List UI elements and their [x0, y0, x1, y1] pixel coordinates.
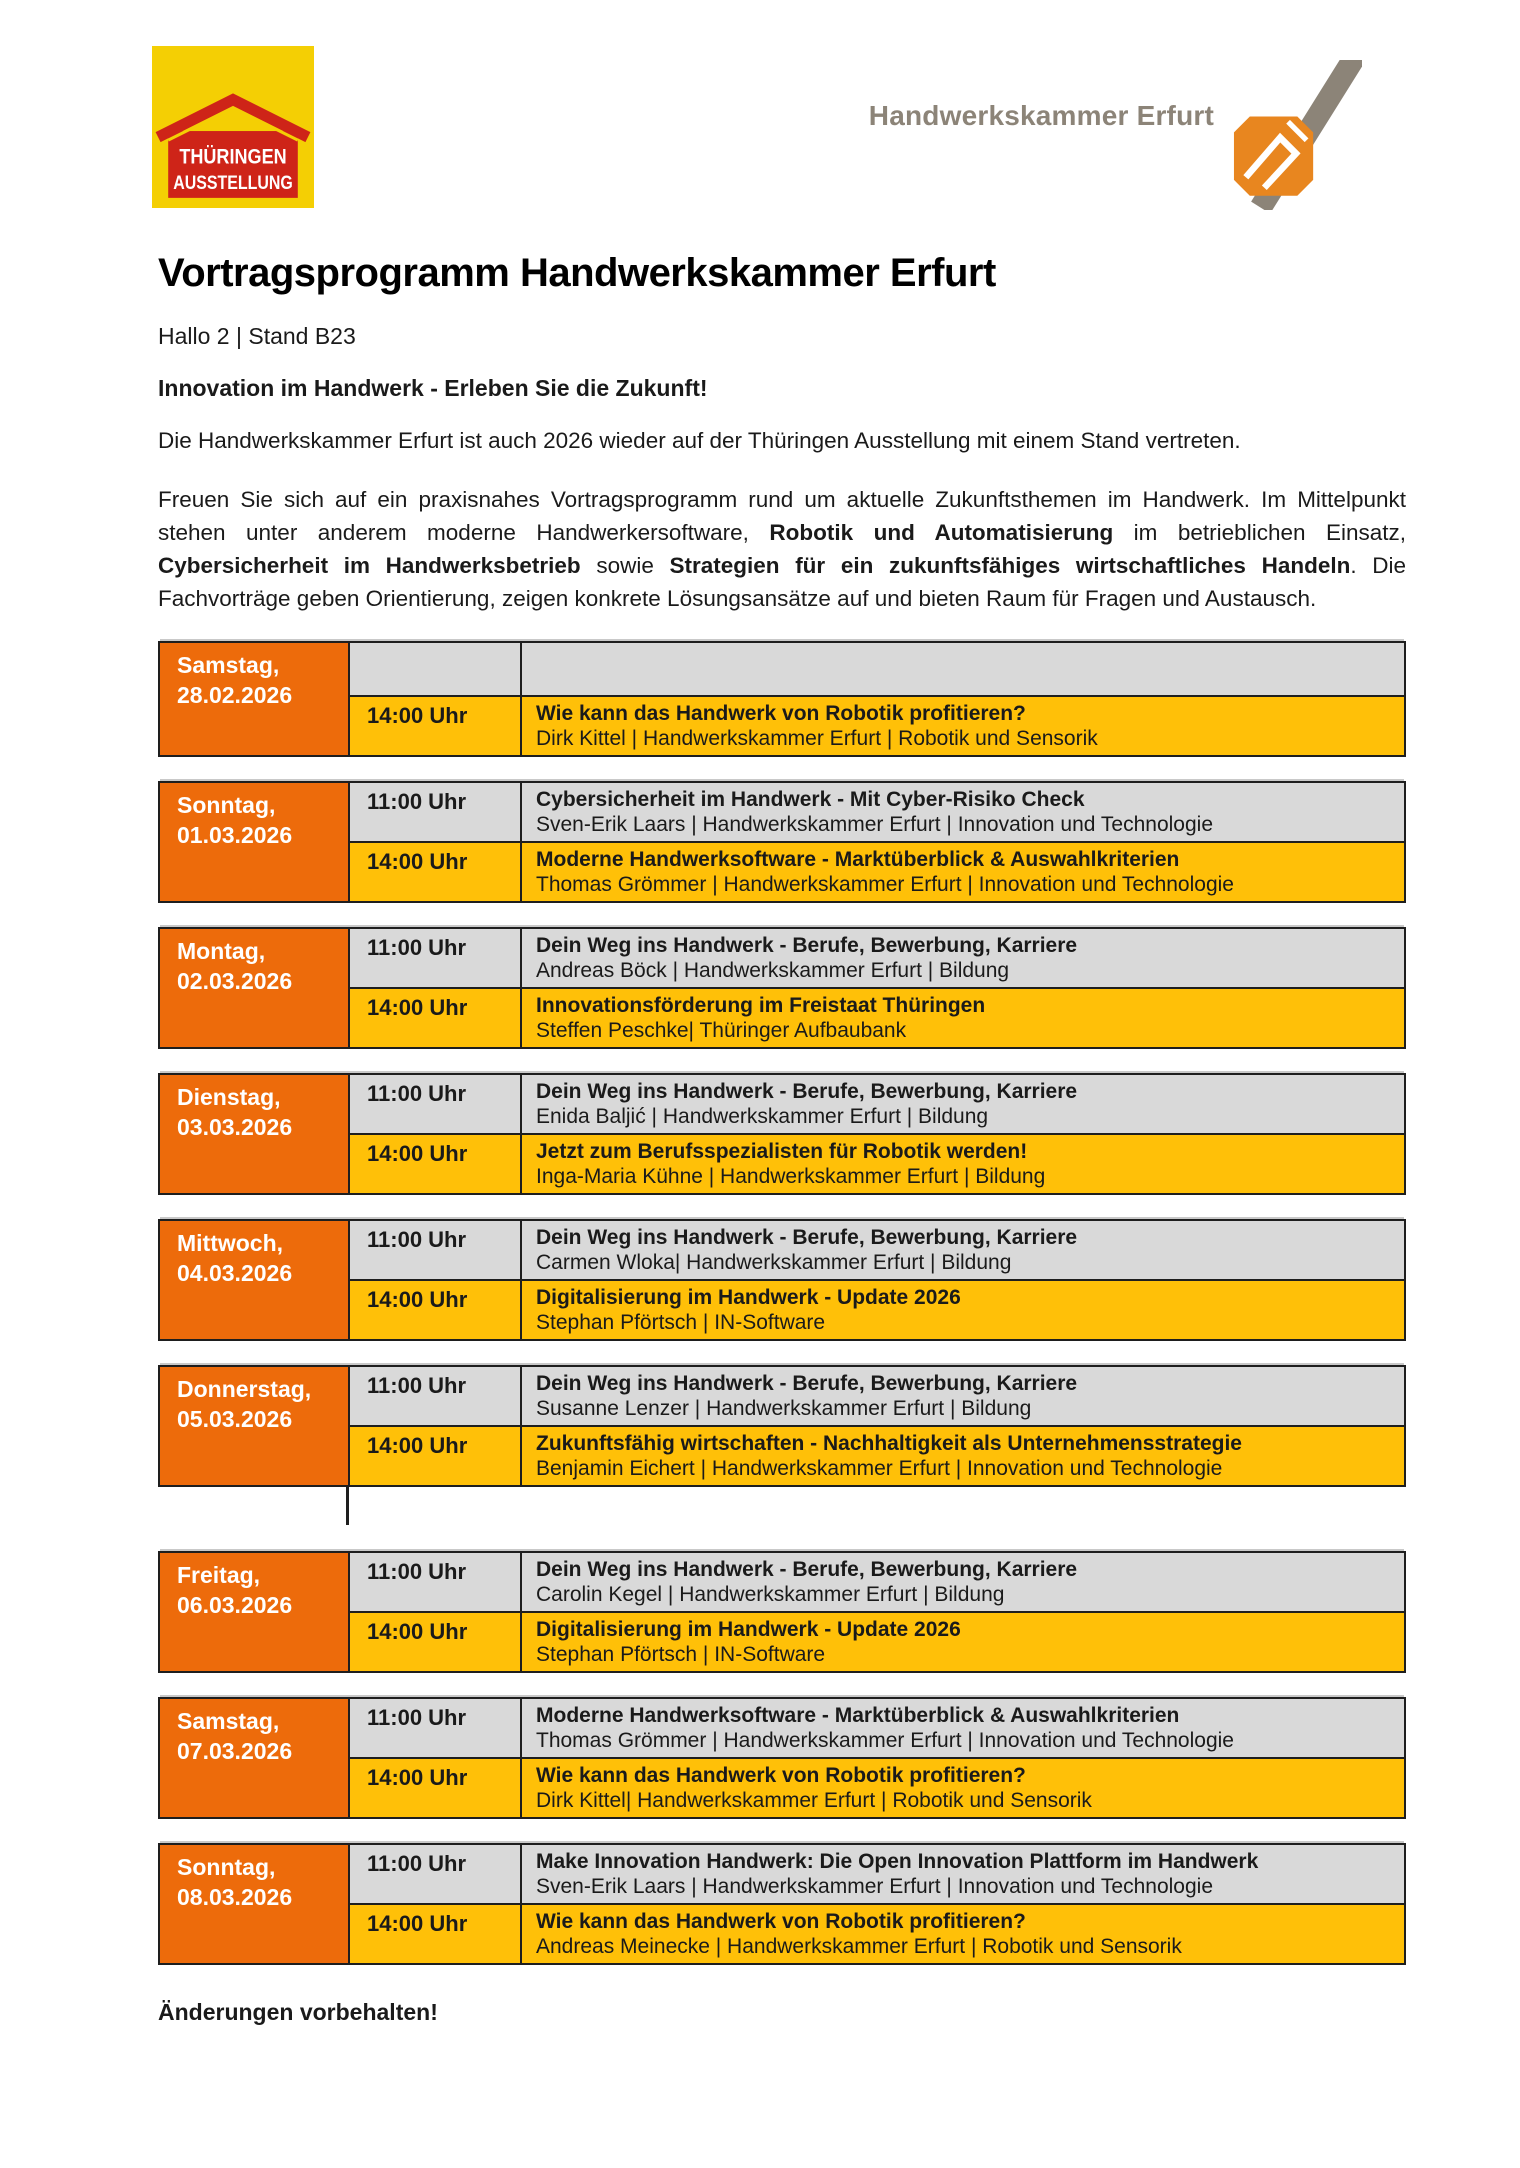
session-title: Digitalisierung im Handwerk - Update 2026 [536, 1618, 961, 1641]
session-row [350, 1611, 1404, 1671]
logo-text-line2: AUSSTELLUNG [173, 172, 293, 194]
session-rows [350, 1221, 1404, 1339]
session-speaker: Dirk Kittel | Handwerkskammer Erfurt | Robotik und Sensorik [536, 727, 1098, 750]
intro-paragraph-2: Freuen Sie sich auf ein praxisnahes Vortragsprogramm rund um aktuelle Zukunftsthemen im Handwerk. Im Mittelpunkt stehen unter anderem moderne Handwerkersoftware, Robotik und Automatisierung im betrieblichen Einsatz, Cybersicherheit im Handwerksbetrieb sowie Strategien für ein zukunftsfähiges wirtschaftliches Handeln. Die Fachvorträge geben Orientierung, zeigen konkrete Lösungsansätze auf und bieten Raum für Fragen und Austausch. [158, 487, 1407, 611]
session-time: 11:00 Uhr [350, 929, 522, 987]
session-body [522, 1075, 1404, 1133]
day-name: Montag, [177, 938, 266, 964]
session-title: Innovationsförderung im Freistaat Thüringen [536, 994, 986, 1017]
session-title: Dein Weg ins Handwerk - Berufe, Bewerbung, Karriere [536, 934, 1078, 957]
session-body [522, 697, 1404, 755]
day-name: Samstag, [177, 1708, 280, 1734]
session-body [522, 1613, 1404, 1671]
page-title: Vortragsprogramm Handwerkskammer Erfurt [158, 251, 996, 295]
session-rows [350, 1699, 1404, 1817]
session-row [350, 1133, 1404, 1193]
session-rows [350, 1845, 1404, 1963]
thueringen-ausstellung-logo-art [152, 46, 314, 208]
session-body [522, 1759, 1404, 1817]
session-rows [350, 643, 1404, 755]
session-title: Wie kann das Handwerk von Robotik profitieren? [536, 702, 1026, 725]
day-name: Freitag, [177, 1562, 261, 1588]
day-name: Sonntag, [177, 792, 276, 818]
session-body [522, 1905, 1404, 1963]
day-cell [160, 929, 350, 1047]
session-speaker: Benjamin Eichert | Handwerkskammer Erfurt | Innovation und Technologie [536, 1457, 1223, 1480]
schedule-day-block [158, 927, 1406, 1049]
session-rows [350, 1553, 1404, 1671]
session-speaker: Thomas Grömmer | Handwerkskammer Erfurt | Innovation und Technologie [536, 873, 1234, 896]
session-speaker: Andreas Böck | Handwerkskammer Erfurt | Bildung [536, 959, 1010, 982]
session-body [522, 1845, 1404, 1903]
session-row [350, 643, 1404, 695]
day-name: Donnerstag, [177, 1376, 312, 1402]
session-title: Dein Weg ins Handwerk - Berufe, Bewerbung, Karriere [536, 1080, 1078, 1103]
session-speaker: Thomas Grömmer | Handwerkskammer Erfurt | Innovation und Technologie [536, 1729, 1234, 1752]
session-title: Zukunftsfähig wirtschaften - Nachhaltigkeit als Unternehmensstrategie [536, 1432, 1242, 1455]
location-line: Hallo 2 | Stand B23 [158, 323, 356, 349]
intro-heading: Innovation im Handwerk - Erleben Sie die Zukunft! [158, 375, 708, 401]
session-row [350, 1699, 1404, 1757]
day-cell [160, 1367, 350, 1485]
session-row [350, 1075, 1404, 1133]
session-row [350, 929, 1404, 987]
day-cell [160, 1075, 350, 1193]
session-time [350, 643, 522, 695]
session-time: 11:00 Uhr [350, 1221, 522, 1279]
empty-table-stub [158, 1487, 1406, 1527]
session-speaker: Carmen Wloka| Handwerkskammer Erfurt | Bildung [536, 1251, 1012, 1274]
document-body [158, 250, 1406, 2026]
session-row [350, 987, 1404, 1047]
session-speaker: Dirk Kittel| Handwerkskammer Erfurt | Robotik und Sensorik [536, 1789, 1092, 1812]
session-time: 14:00 Uhr [350, 1427, 522, 1485]
session-speaker: Steffen Peschke| Thüringer Aufbaubank [536, 1019, 907, 1042]
day-cell [160, 1221, 350, 1339]
day-date: 07.03.2026 [177, 1738, 293, 1764]
day-date: 03.03.2026 [177, 1114, 293, 1140]
session-body [522, 1367, 1404, 1425]
session-time: 11:00 Uhr [350, 1553, 522, 1611]
day-date: 02.03.2026 [177, 968, 293, 994]
day-cell [160, 643, 350, 755]
session-row [350, 1845, 1404, 1903]
session-time: 14:00 Uhr [350, 1135, 522, 1193]
schedule [158, 641, 1406, 1965]
session-row [350, 1367, 1404, 1425]
session-speaker: Carolin Kegel | Handwerkskammer Erfurt | Bildung [536, 1583, 1005, 1606]
session-rows [350, 929, 1404, 1047]
session-row [350, 1279, 1404, 1339]
session-time: 14:00 Uhr [350, 1281, 522, 1339]
schedule-day-block [158, 1219, 1406, 1341]
session-body [522, 929, 1404, 987]
day-cell [160, 1553, 350, 1671]
day-date: 06.03.2026 [177, 1592, 293, 1618]
session-title: Make Innovation Handwerk: Die Open Innovation Plattform im Handwerk [536, 1850, 1259, 1873]
session-speaker: Stephan Pförtsch | IN-Software [536, 1643, 826, 1666]
thueringen-ausstellung-logo [152, 46, 314, 208]
session-title: Moderne Handwerksoftware - Marktüberblick & Auswahlkriterien [536, 1704, 1180, 1727]
day-date: 05.03.2026 [177, 1406, 293, 1432]
day-date: 04.03.2026 [177, 1260, 293, 1286]
session-time: 11:00 Uhr [350, 1075, 522, 1133]
session-time: 11:00 Uhr [350, 1699, 522, 1757]
session-title: Moderne Handwerksoftware - Marktüberblick & Auswahlkriterien [536, 848, 1180, 871]
schedule-day-block [158, 1697, 1406, 1819]
session-time: 14:00 Uhr [350, 697, 522, 755]
handwerkskammer-brand [869, 60, 1362, 210]
session-body [522, 1221, 1404, 1279]
schedule-day-block [158, 1551, 1406, 1673]
session-rows [350, 783, 1404, 901]
schedule-day-block [158, 1843, 1406, 1965]
day-date: 01.03.2026 [177, 822, 293, 848]
session-speaker: Andreas Meinecke | Handwerkskammer Erfurt | Robotik und Sensorik [536, 1935, 1182, 1958]
day-cell [160, 1699, 350, 1817]
session-row [350, 1221, 1404, 1279]
handwerkskammer-logo-icon [1230, 60, 1362, 210]
session-body [522, 1281, 1404, 1339]
session-time: 14:00 Uhr [350, 1613, 522, 1671]
session-title: Cybersicherheit im Handwerk - Mit Cyber-Risiko Check [536, 788, 1085, 811]
session-speaker: Susanne Lenzer | Handwerkskammer Erfurt | Bildung [536, 1397, 1032, 1420]
session-body [522, 1553, 1404, 1611]
session-rows [350, 1367, 1404, 1485]
session-title: Dein Weg ins Handwerk - Berufe, Bewerbung, Karriere [536, 1226, 1078, 1249]
session-speaker: Enida Baljić | Handwerkskammer Erfurt | Bildung [536, 1105, 989, 1128]
session-rows [350, 1075, 1404, 1193]
session-time: 14:00 Uhr [350, 1905, 522, 1963]
session-time: 14:00 Uhr [350, 989, 522, 1047]
session-time: 14:00 Uhr [350, 843, 522, 901]
day-name: Sonntag, [177, 1854, 276, 1880]
session-speaker: Sven-Erik Laars | Handwerkskammer Erfurt | Innovation und Technologie [536, 813, 1214, 836]
session-body [522, 783, 1404, 841]
session-time: 11:00 Uhr [350, 1367, 522, 1425]
session-body [522, 843, 1404, 901]
session-row [350, 783, 1404, 841]
day-name: Mittwoch, [177, 1230, 284, 1256]
session-row [350, 1553, 1404, 1611]
intro-paragraph-1: Die Handwerkskammer Erfurt ist auch 2026 wieder auf der Thüringen Ausstellung mit einem Stand vertreten. [158, 428, 1241, 453]
brand-wordmark: Handwerkskammer Erfurt [868, 100, 1214, 131]
session-title: Dein Weg ins Handwerk - Berufe, Bewerbung, Karriere [536, 1558, 1078, 1581]
session-row [350, 1425, 1404, 1485]
logo-text-line1: THÜRINGEN [179, 144, 306, 169]
footer-note: Änderungen vorbehalten! [158, 1999, 438, 2025]
session-row [350, 1757, 1404, 1817]
session-row [350, 1903, 1404, 1963]
schedule-day-block [158, 641, 1406, 757]
session-title: Digitalisierung im Handwerk - Update 2026 [536, 1286, 961, 1309]
session-body [522, 1699, 1404, 1757]
schedule-day-block [158, 1365, 1406, 1487]
session-title: Wie kann das Handwerk von Robotik profitieren? [536, 1910, 1026, 1933]
session-title: Dein Weg ins Handwerk - Berufe, Bewerbung, Karriere [536, 1372, 1078, 1395]
session-body [522, 643, 1404, 695]
day-cell [160, 783, 350, 901]
orange-octagon [1234, 117, 1313, 196]
schedule-day-block [158, 781, 1406, 903]
session-time: 14:00 Uhr [350, 1759, 522, 1817]
session-title: Wie kann das Handwerk von Robotik profitieren? [536, 1764, 1026, 1787]
session-body [522, 989, 1404, 1047]
day-date: 28.02.2026 [177, 682, 293, 708]
session-body [522, 1427, 1404, 1485]
session-row [350, 841, 1404, 901]
session-time: 11:00 Uhr [350, 1845, 522, 1903]
day-date: 08.03.2026 [177, 1884, 293, 1910]
schedule-day-block [158, 1073, 1406, 1195]
session-time: 11:00 Uhr [350, 783, 522, 841]
session-speaker: Stephan Pförtsch | IN-Software [536, 1311, 826, 1334]
session-body [522, 1135, 1404, 1193]
session-speaker: Inga-Maria Kühne | Handwerkskammer Erfurt | Bildung [536, 1165, 1046, 1188]
session-title: Jetzt zum Berufsspezialisten für Robotik werden! [536, 1140, 1028, 1163]
day-name: Samstag, [177, 652, 280, 678]
session-speaker: Sven-Erik Laars | Handwerkskammer Erfurt | Innovation und Technologie [536, 1875, 1214, 1898]
day-cell [160, 1845, 350, 1963]
session-row [350, 695, 1404, 755]
day-name: Dienstag, [177, 1084, 281, 1110]
